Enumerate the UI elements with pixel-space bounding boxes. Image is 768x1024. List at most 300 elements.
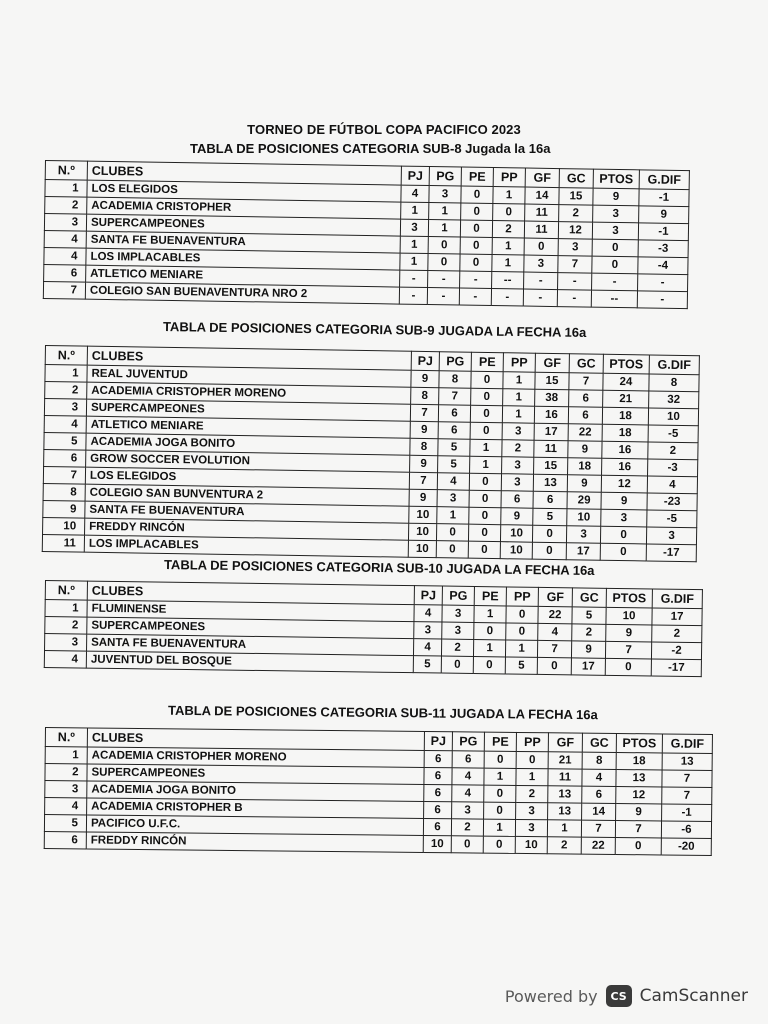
stat-cell-gf: 1 bbox=[547, 820, 581, 837]
stat-cell-pg: 1 bbox=[428, 220, 460, 238]
stat-cell-pg: 3 bbox=[429, 186, 461, 204]
stat-cell-ptos: 0 bbox=[605, 658, 651, 676]
stat-cell-pe: 0 bbox=[468, 541, 500, 559]
column-header-gdif: G.DIF bbox=[662, 734, 712, 754]
stat-cell-pe: 0 bbox=[469, 473, 501, 491]
stat-cell-pj: 4 bbox=[401, 185, 429, 202]
column-header-ptos: PTOS bbox=[616, 733, 662, 752]
column-header-pj: PJ bbox=[401, 166, 429, 185]
stat-cell-gdif: - bbox=[638, 274, 688, 292]
stat-cell-gf: 38 bbox=[535, 389, 569, 407]
club-name-cell: ACADEMIA CRISTOPHER bbox=[87, 197, 401, 219]
stat-cell-ptos: 0 bbox=[592, 256, 638, 274]
column-header-pg: PG bbox=[452, 732, 484, 751]
column-header-pg: PG bbox=[439, 352, 471, 372]
stat-cell-pj: 5 bbox=[413, 656, 441, 673]
stat-cell-gc: 4 bbox=[582, 769, 616, 786]
stat-cell-gdif: 7 bbox=[662, 770, 712, 788]
stat-cell-gdif: -5 bbox=[647, 510, 697, 528]
stat-cell-gf: 4 bbox=[538, 623, 572, 640]
stat-cell-pj: 6 bbox=[423, 818, 451, 835]
stat-cell-pe: 0 bbox=[460, 254, 492, 272]
position-cell: 3 bbox=[45, 634, 87, 652]
stat-cell-pg: 2 bbox=[441, 639, 473, 656]
stat-cell-pe: 0 bbox=[484, 802, 516, 819]
position-cell: 8 bbox=[43, 483, 85, 501]
stat-cell-pj: 6 bbox=[424, 801, 452, 818]
stat-cell-pp: 10 bbox=[500, 525, 532, 543]
stat-cell-pe: 0 bbox=[471, 388, 503, 406]
stat-cell-ptos: 13 bbox=[616, 769, 662, 786]
position-cell: 3 bbox=[45, 781, 87, 798]
column-header-pp: PP bbox=[493, 168, 525, 188]
stat-cell-gdif: 7 bbox=[662, 787, 712, 805]
stat-cell-pj: - bbox=[400, 270, 428, 287]
stat-cell-gdif: -17 bbox=[651, 659, 701, 677]
position-cell: 4 bbox=[44, 651, 86, 669]
position-cell: 3 bbox=[44, 399, 86, 417]
stat-cell-pp: 0 bbox=[506, 606, 538, 623]
position-cell: 1 bbox=[45, 180, 87, 198]
position-cell: 2 bbox=[45, 197, 87, 215]
stat-cell-gf: 7 bbox=[537, 640, 571, 657]
stat-cell-gf: 11 bbox=[524, 221, 558, 239]
club-name-cell: ACADEMIA CRISTOPHER MORENO bbox=[87, 382, 411, 404]
club-name-cell: SUPERCAMPEONES bbox=[86, 399, 410, 421]
stat-cell-gc: 7 bbox=[569, 373, 603, 391]
stat-cell-gc: 6 bbox=[582, 786, 616, 803]
stat-cell-pe: 0 bbox=[483, 836, 515, 853]
column-header-n: N.º bbox=[45, 346, 87, 366]
stat-cell-gc: 3 bbox=[558, 239, 592, 257]
stat-cell-ptos: 0 bbox=[592, 239, 638, 257]
stat-cell-pe: 0 bbox=[461, 203, 493, 221]
stat-cell-pg: 4 bbox=[437, 473, 469, 491]
stat-cell-gf: 15 bbox=[534, 457, 568, 475]
position-cell: 4 bbox=[44, 247, 86, 265]
stat-cell-pj: 1 bbox=[400, 253, 428, 270]
stat-cell-pe: 0 bbox=[471, 371, 503, 389]
stat-cell-ptos: 12 bbox=[616, 786, 662, 803]
stat-cell-pe: 1 bbox=[470, 456, 502, 474]
stat-cell-pe: 0 bbox=[470, 405, 502, 423]
stat-cell-gf: 13 bbox=[533, 474, 567, 492]
stat-cell-gc: 5 bbox=[572, 607, 606, 624]
camscanner-watermark bbox=[505, 985, 748, 1007]
club-name-cell: LOS IMPLACABLES bbox=[86, 248, 400, 270]
club-name-cell: GROW SOCCER EVOLUTION bbox=[86, 450, 410, 472]
stat-cell-gf: - bbox=[523, 289, 557, 307]
stat-cell-gf: - bbox=[524, 272, 558, 290]
stat-cell-gdif: 32 bbox=[649, 391, 699, 409]
stat-cell-pg: 6 bbox=[438, 405, 470, 423]
stat-cell-gc: 12 bbox=[558, 222, 592, 240]
stat-cell-pj: 7 bbox=[409, 472, 437, 489]
stat-cell-pe: 0 bbox=[484, 751, 516, 768]
club-name-cell: SUPERCAMPEONES bbox=[86, 214, 400, 236]
camscanner-logo-icon: CS bbox=[606, 985, 632, 1007]
stat-cell-pe: 0 bbox=[473, 656, 505, 673]
column-header-gc: GC bbox=[559, 169, 593, 189]
position-cell: 7 bbox=[43, 466, 85, 484]
stat-cell-gc: 3 bbox=[566, 526, 600, 544]
stat-cell-gdif: -2 bbox=[651, 642, 701, 660]
position-cell: 11 bbox=[42, 534, 84, 552]
stat-cell-pe: 1 bbox=[473, 639, 505, 656]
stat-cell-gf: 22 bbox=[538, 606, 572, 623]
column-header-ptos: PTOS bbox=[606, 588, 652, 608]
stat-cell-pp: 1 bbox=[505, 640, 537, 657]
stat-cell-pe: 0 bbox=[484, 785, 516, 802]
stat-cell-pg: 0 bbox=[451, 836, 483, 853]
stat-cell-gc: 15 bbox=[559, 188, 593, 206]
column-header-clubes: CLUBES bbox=[87, 346, 411, 370]
stat-cell-pe: 0 bbox=[468, 524, 500, 542]
club-name-cell: ATLETICO MENIARE bbox=[86, 416, 410, 438]
club-name-cell: ACADEMIA JOGA BONITO bbox=[87, 781, 424, 802]
stat-cell-ptos: 0 bbox=[600, 526, 646, 544]
stat-cell-gc: - bbox=[558, 273, 592, 291]
stat-cell-gdif: 8 bbox=[649, 374, 699, 392]
club-name-cell: LOS ELEGIDOS bbox=[85, 467, 409, 489]
stat-cell-pe: 0 bbox=[469, 490, 501, 508]
stat-cell-pp: 2 bbox=[516, 785, 548, 802]
stat-cell-ptos: 0 bbox=[600, 543, 646, 561]
stat-cell-pp: 1 bbox=[502, 406, 534, 424]
stat-cell-gdif: -1 bbox=[662, 804, 712, 822]
stat-cell-gdif: -3 bbox=[648, 459, 698, 477]
stat-cell-pp: 2 bbox=[492, 221, 524, 239]
stat-cell-pp: 1 bbox=[503, 372, 535, 390]
stat-cell-pg: 2 bbox=[451, 819, 483, 836]
position-cell: 5 bbox=[44, 432, 86, 450]
stat-cell-gdif: 3 bbox=[646, 527, 696, 545]
club-name-cell: ACADEMIA CRISTOPHER B bbox=[87, 798, 424, 819]
stat-cell-pg: 0 bbox=[436, 524, 468, 542]
column-header-pp: PP bbox=[506, 587, 538, 606]
stat-cell-pg: 3 bbox=[437, 490, 469, 508]
club-name-cell: FLUMINENSE bbox=[87, 600, 414, 622]
stat-cell-gdif: 4 bbox=[647, 476, 697, 494]
stat-cell-gdif: -17 bbox=[646, 544, 696, 562]
stat-cell-gf: 16 bbox=[534, 406, 568, 424]
stat-cell-pg: 3 bbox=[442, 605, 474, 622]
stat-cell-ptos: 16 bbox=[602, 458, 648, 476]
column-header-pe: PE bbox=[471, 352, 503, 372]
position-cell: 1 bbox=[45, 365, 87, 383]
stat-cell-pj: 10 bbox=[408, 540, 436, 557]
position-cell: 4 bbox=[45, 798, 87, 815]
column-header-gf: GF bbox=[548, 733, 582, 752]
stat-cell-gdif: -23 bbox=[647, 493, 697, 511]
stat-cell-ptos: 18 bbox=[602, 407, 648, 425]
standings-table-sub11 bbox=[44, 727, 713, 856]
stat-cell-gdif: 9 bbox=[639, 206, 689, 224]
stat-cell-gf: 0 bbox=[524, 238, 558, 256]
club-name-cell: PACIFICO U.F.C. bbox=[86, 815, 423, 836]
stat-cell-ptos: 12 bbox=[601, 475, 647, 493]
position-cell: 2 bbox=[45, 382, 87, 400]
stat-cell-ptos: 7 bbox=[605, 641, 651, 659]
stat-cell-ptos: 3 bbox=[593, 205, 639, 223]
stat-cell-pj: 9 bbox=[410, 455, 438, 472]
stat-cell-pg: 0 bbox=[428, 237, 460, 255]
stat-cell-ptos: 9 bbox=[601, 492, 647, 510]
stat-cell-pj: 10 bbox=[423, 835, 451, 852]
stat-cell-gdif: -20 bbox=[661, 838, 711, 856]
stat-cell-pj: 8 bbox=[411, 387, 439, 404]
stat-cell-pp: 9 bbox=[501, 508, 533, 526]
club-name-cell: LOS IMPLACABLES bbox=[84, 535, 408, 557]
stat-cell-pe: 0 bbox=[470, 422, 502, 440]
stat-cell-gc: 22 bbox=[581, 837, 615, 854]
stat-cell-ptos: - bbox=[592, 273, 638, 291]
column-header-pj: PJ bbox=[414, 586, 442, 605]
position-cell: 9 bbox=[43, 500, 85, 518]
stat-cell-pj: 8 bbox=[410, 438, 438, 455]
stat-cell-pe: 0 bbox=[474, 622, 506, 639]
stat-cell-pe: 0 bbox=[461, 186, 493, 204]
stat-cell-pj: 6 bbox=[424, 784, 452, 801]
stat-cell-gc: 29 bbox=[567, 492, 601, 510]
stat-cell-pp: 3 bbox=[502, 457, 534, 475]
club-name-cell: SUPERCAMPEONES bbox=[87, 764, 424, 785]
column-header-ptos: PTOS bbox=[603, 354, 649, 374]
stat-cell-pg: 6 bbox=[438, 422, 470, 440]
stat-cell-gf: 13 bbox=[548, 803, 582, 820]
stat-cell-pj: 4 bbox=[414, 605, 442, 622]
standings-table-sub9 bbox=[42, 345, 700, 562]
club-name-cell: SANTA FE BUENAVENTURA bbox=[86, 231, 400, 253]
document-title: TORNEO DE FÚTBOL COPA PACIFICO 2023 bbox=[247, 122, 521, 137]
stat-cell-pj: 9 bbox=[410, 421, 438, 438]
standings-table-sub8 bbox=[43, 160, 690, 309]
stat-cell-pj: 3 bbox=[400, 219, 428, 236]
club-name-cell: ATLETICO MENIARE bbox=[86, 265, 400, 287]
club-name-cell: FREDDY RINCÓN bbox=[85, 518, 409, 540]
stat-cell-pj: 3 bbox=[414, 622, 442, 639]
column-header-clubes: CLUBES bbox=[87, 161, 401, 185]
stat-cell-pg: 8 bbox=[439, 371, 471, 389]
club-name-cell: LOS ELEGIDOS bbox=[87, 180, 401, 202]
club-name-cell: COLEGIO SAN BUENAVENTURA NRO 2 bbox=[85, 282, 399, 304]
stat-cell-pj: 6 bbox=[424, 767, 452, 784]
stat-cell-gdif: -3 bbox=[638, 240, 688, 258]
stat-cell-pj: 10 bbox=[409, 506, 437, 523]
position-cell: 7 bbox=[43, 281, 85, 299]
stat-cell-gf: 2 bbox=[547, 837, 581, 854]
stat-cell-gdif: 13 bbox=[662, 753, 712, 771]
stat-cell-ptos: -- bbox=[591, 290, 637, 308]
stat-cell-gf: 14 bbox=[525, 187, 559, 205]
stat-cell-pp: 5 bbox=[505, 657, 537, 674]
stat-cell-gc: 9 bbox=[567, 475, 601, 493]
stat-cell-pg: 4 bbox=[452, 768, 484, 785]
stat-cell-gc: 2 bbox=[559, 205, 593, 223]
club-name-cell: SUPERCAMPEONES bbox=[87, 617, 414, 639]
stat-cell-pg: 5 bbox=[438, 439, 470, 457]
position-cell: 3 bbox=[44, 214, 86, 232]
stat-cell-gdif: -5 bbox=[648, 425, 698, 443]
stat-cell-gdif: 2 bbox=[648, 442, 698, 460]
stat-cell-pe: 1 bbox=[470, 439, 502, 457]
column-header-gf: GF bbox=[538, 587, 572, 606]
stat-cell-pp: 0 bbox=[516, 751, 548, 768]
column-header-n: N.º bbox=[45, 728, 87, 747]
stat-cell-pg: 5 bbox=[438, 456, 470, 474]
column-header-pg: PG bbox=[429, 167, 461, 187]
table-title-sub11: TABLA DE POSICIONES CATEGORIA SUB-11 JUGADA LA FECHA 16a bbox=[167, 702, 598, 723]
stat-cell-gc: 9 bbox=[568, 441, 602, 459]
stat-cell-gc: 14 bbox=[582, 803, 616, 820]
stat-cell-pg: 7 bbox=[439, 388, 471, 406]
stat-cell-pg: 0 bbox=[428, 254, 460, 272]
stat-cell-pp: 3 bbox=[501, 474, 533, 492]
stat-cell-ptos: 24 bbox=[603, 373, 649, 391]
stat-cell-gc: 6 bbox=[569, 390, 603, 408]
column-header-clubes: CLUBES bbox=[87, 728, 424, 751]
position-cell: 2 bbox=[45, 764, 87, 781]
column-header-pe: PE bbox=[484, 732, 516, 751]
stat-cell-gc: 7 bbox=[558, 256, 592, 274]
stat-cell-gf: 17 bbox=[534, 423, 568, 441]
stat-cell-pg: - bbox=[428, 271, 460, 289]
stat-cell-pj: 1 bbox=[401, 202, 429, 219]
stat-cell-pe: 0 bbox=[460, 237, 492, 255]
stat-cell-gc: 17 bbox=[566, 543, 600, 561]
table-title-sub10: TABLA DE POSICIONES CATEGORIA SUB-10 JUGADA LA FECHA 16a bbox=[163, 556, 595, 579]
stat-cell-ptos: 10 bbox=[606, 607, 652, 625]
stat-cell-gf: 11 bbox=[525, 204, 559, 222]
stat-cell-ptos: 7 bbox=[615, 820, 661, 837]
stat-cell-gc: 22 bbox=[568, 424, 602, 442]
stat-cell-gc: 8 bbox=[582, 752, 616, 769]
stat-cell-pp: 10 bbox=[515, 836, 547, 853]
column-header-clubes: CLUBES bbox=[87, 581, 414, 605]
stat-cell-gf: 5 bbox=[533, 508, 567, 526]
stat-cell-pg: 0 bbox=[441, 656, 473, 673]
stat-cell-ptos: 21 bbox=[603, 390, 649, 408]
stat-cell-gf: 15 bbox=[535, 372, 569, 390]
stat-cell-pe: 0 bbox=[469, 507, 501, 525]
position-cell: 6 bbox=[44, 449, 86, 467]
stat-cell-gc: 10 bbox=[567, 509, 601, 527]
stat-cell-ptos: 9 bbox=[616, 803, 662, 820]
stat-cell-gf: 0 bbox=[537, 657, 571, 674]
stat-cell-gc: 9 bbox=[571, 641, 605, 658]
column-header-pp: PP bbox=[516, 732, 548, 751]
position-cell: 4 bbox=[44, 230, 86, 248]
stat-cell-gf: 21 bbox=[548, 752, 582, 769]
stat-cell-ptos: 9 bbox=[593, 188, 639, 206]
position-cell: 6 bbox=[44, 264, 86, 282]
powered-by-text: Powered by bbox=[504, 986, 598, 1006]
position-cell: 5 bbox=[44, 815, 86, 832]
stat-cell-pp: 0 bbox=[493, 204, 525, 222]
stat-cell-pp: 3 bbox=[516, 802, 548, 819]
stat-cell-ptos: 3 bbox=[601, 509, 647, 527]
stat-cell-pp: 0 bbox=[506, 623, 538, 640]
stat-cell-pj: 6 bbox=[424, 750, 452, 767]
stat-cell-ptos: 16 bbox=[602, 441, 648, 459]
stat-cell-gdif: 17 bbox=[652, 608, 702, 626]
stat-cell-pg: 3 bbox=[442, 622, 474, 639]
stat-cell-pp: 10 bbox=[500, 542, 532, 560]
stat-cell-pj: 10 bbox=[408, 523, 436, 540]
stat-cell-pj: 4 bbox=[413, 639, 441, 656]
column-header-pe: PE bbox=[461, 167, 493, 187]
stat-cell-gdif: -1 bbox=[639, 189, 689, 207]
stat-cell-pp: 2 bbox=[502, 440, 534, 458]
stat-cell-gf: 6 bbox=[533, 491, 567, 509]
stat-cell-pp: 6 bbox=[501, 491, 533, 509]
stat-cell-pj: 9 bbox=[409, 489, 437, 506]
stat-cell-gf: 0 bbox=[532, 525, 566, 543]
club-name-cell: SANTA FE BUENAVENTURA bbox=[85, 501, 409, 523]
stat-cell-gdif: -6 bbox=[661, 821, 711, 839]
stat-cell-pe: - bbox=[459, 288, 491, 306]
position-cell: 6 bbox=[44, 831, 86, 848]
column-header-pj: PJ bbox=[424, 731, 452, 750]
column-header-gc: GC bbox=[572, 588, 606, 607]
column-header-gdif: G.DIF bbox=[652, 589, 702, 609]
position-cell: 1 bbox=[45, 747, 87, 764]
position-cell: 2 bbox=[45, 617, 87, 635]
column-header-gdif: G.DIF bbox=[649, 355, 699, 375]
stat-cell-pj: 7 bbox=[410, 404, 438, 421]
stat-cell-ptos: 18 bbox=[616, 752, 662, 769]
stat-cell-pe: 1 bbox=[484, 768, 516, 785]
column-header-pe: PE bbox=[474, 586, 506, 605]
club-name-cell: JUVENTUD DEL BOSQUE bbox=[86, 651, 413, 673]
column-header-gdif: G.DIF bbox=[639, 170, 689, 190]
stat-cell-gdif: -4 bbox=[638, 257, 688, 275]
stat-cell-gdif: -1 bbox=[638, 223, 688, 241]
club-name-cell: ACADEMIA CRISTOPHER MORENO bbox=[87, 747, 424, 768]
column-header-pj: PJ bbox=[411, 351, 439, 370]
stat-cell-pg: 1 bbox=[437, 507, 469, 525]
stat-cell-ptos: 3 bbox=[592, 222, 638, 240]
standings-table-sub10 bbox=[44, 580, 703, 677]
column-header-gf: GF bbox=[535, 353, 569, 373]
stat-cell-pp: 1 bbox=[516, 768, 548, 785]
table-title-sub9: TABLA DE POSICIONES CATEGORIA SUB-9 JUGADA LA FECHA 16a bbox=[162, 319, 587, 340]
club-name-cell: ACADEMIA JOGA BONITO bbox=[86, 433, 410, 455]
stat-cell-pe: 0 bbox=[460, 220, 492, 238]
stat-cell-pg: 3 bbox=[452, 802, 484, 819]
stat-cell-pe: 1 bbox=[483, 819, 515, 836]
stat-cell-pp: 3 bbox=[502, 423, 534, 441]
column-header-gc: GC bbox=[582, 733, 616, 752]
camscanner-brand-text: CamScanner bbox=[639, 986, 748, 1006]
stat-cell-pp: 1 bbox=[492, 255, 524, 273]
stat-cell-pe: 1 bbox=[474, 605, 506, 622]
stat-cell-ptos: 18 bbox=[602, 424, 648, 442]
stat-cell-gf: 13 bbox=[548, 786, 582, 803]
stat-cell-pg: 0 bbox=[436, 541, 468, 559]
stat-cell-pj: - bbox=[399, 287, 427, 304]
stat-cell-pj: 1 bbox=[400, 236, 428, 253]
stat-cell-ptos: 0 bbox=[615, 837, 661, 854]
stat-cell-pj: 9 bbox=[411, 370, 439, 387]
position-cell: 4 bbox=[44, 415, 86, 433]
stat-cell-pp: 1 bbox=[503, 389, 535, 407]
stat-cell-pg: 1 bbox=[429, 203, 461, 221]
stat-cell-pp: 1 bbox=[493, 187, 525, 205]
column-header-n: N.º bbox=[45, 581, 87, 601]
stat-cell-pg: 4 bbox=[452, 785, 484, 802]
stat-cell-pe: - bbox=[460, 271, 492, 289]
